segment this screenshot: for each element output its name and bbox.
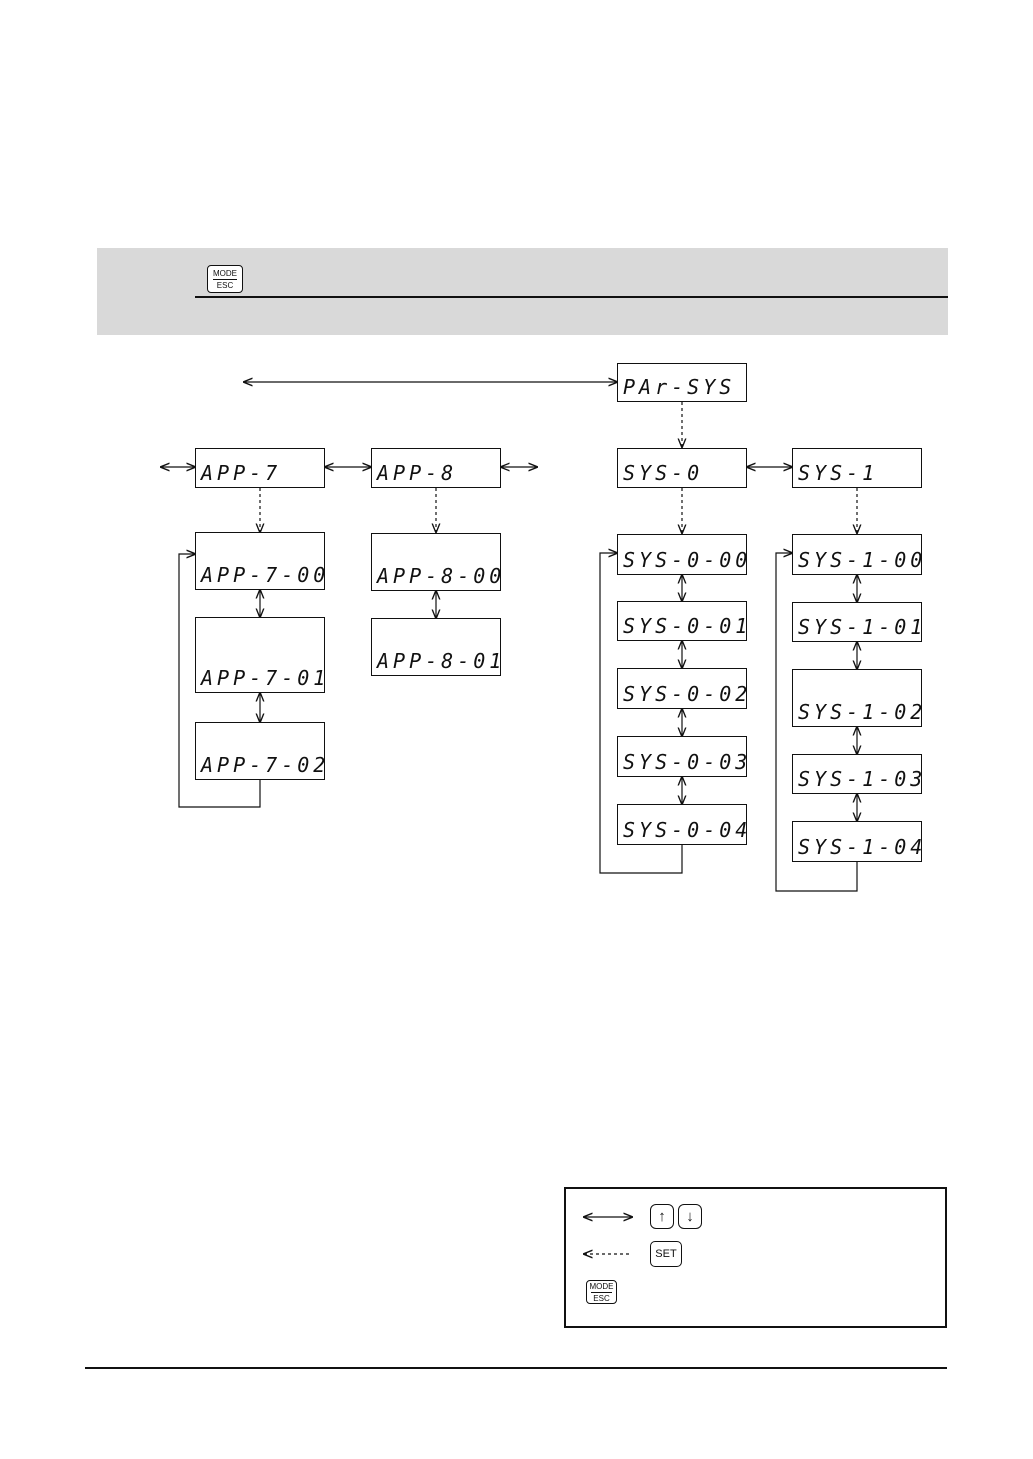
node-sys-0-03 xyxy=(617,736,752,777)
node-sys-0-00 xyxy=(617,534,752,575)
node-label: APP-8 xyxy=(377,461,458,485)
mode-key-label: MODE xyxy=(213,268,237,278)
node-label: SYS-1-03 xyxy=(798,767,927,791)
node-label: SYS-0-01 xyxy=(623,614,752,638)
node-label: APP-7-02 xyxy=(201,753,330,777)
node-label: SYS-1-04 xyxy=(798,835,927,859)
node-label: SYS-0-03 xyxy=(623,750,752,774)
set-key-icon xyxy=(650,1241,682,1267)
node-app-7 xyxy=(195,448,325,488)
node-label: SYS-0-02 xyxy=(623,682,752,706)
node-app-7-00 xyxy=(195,532,330,590)
node-sys-0-01 xyxy=(617,601,752,641)
node-app-8 xyxy=(371,448,501,488)
set-key-label: SET xyxy=(655,1247,677,1260)
node-sys-0-04 xyxy=(617,804,752,845)
node-label: APP-7 xyxy=(201,461,282,485)
node-label: APP-7-00 xyxy=(201,563,330,587)
legend-mode-esc-key-icon xyxy=(586,1280,617,1304)
legend-esc-label: ESC xyxy=(593,1293,610,1303)
node-sys-1-04 xyxy=(792,821,927,862)
node-app-7-01 xyxy=(195,617,330,693)
node-label: SYS-1-01 xyxy=(798,615,927,639)
esc-key-label: ESC xyxy=(216,280,234,290)
node-sys-1-01 xyxy=(792,602,927,642)
node-label: APP-8-00 xyxy=(377,564,506,588)
footer-rule xyxy=(85,1367,947,1369)
node-sys-1-00 xyxy=(792,534,927,575)
node-sys-0 xyxy=(617,448,747,488)
node-label: SYS-0-00 xyxy=(623,548,752,572)
node-label: APP-8-01 xyxy=(377,649,506,673)
node-label: SYS-1-00 xyxy=(798,548,927,572)
node-app-7-02 xyxy=(195,722,330,780)
node-par-sys xyxy=(617,363,747,402)
node-app-8-00 xyxy=(371,533,506,591)
legend-box xyxy=(564,1187,947,1328)
node-sys-0-02 xyxy=(617,668,752,709)
node-sys-1-03 xyxy=(792,754,927,794)
node-app-8-01 xyxy=(371,618,506,676)
node-sys-1-02 xyxy=(792,669,927,727)
node-label: PAr-SYS xyxy=(623,375,736,399)
down-arrow-key-icon xyxy=(678,1204,702,1229)
node-label: SYS-1-02 xyxy=(798,700,927,724)
node-sys-1 xyxy=(792,448,922,488)
node-label: SYS-0-04 xyxy=(623,818,752,842)
node-label: APP-7-01 xyxy=(201,666,330,690)
up-key-label: ↑ xyxy=(658,1208,666,1225)
node-label: SYS-1 xyxy=(798,461,879,485)
down-key-label: ↓ xyxy=(686,1208,694,1225)
legend-mode-label: MODE xyxy=(589,1281,614,1291)
node-label: SYS-0 xyxy=(623,461,704,485)
up-arrow-key-icon xyxy=(650,1204,674,1229)
